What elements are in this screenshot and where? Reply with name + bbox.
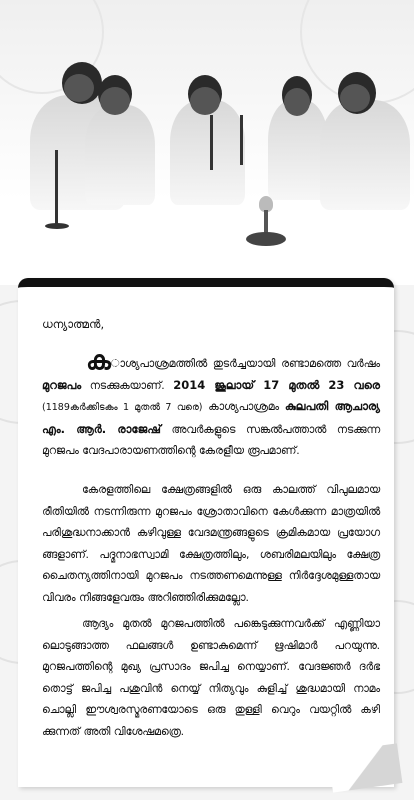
priest-figure xyxy=(85,105,155,205)
paragraph-2: കേരളത്തിലെ ക്ഷേത്രങ്ങളിൽ ഒരു കാലത്ത് വിപുലമായ രീതിയിൽ നടന്നിരുന്ന മുറജപം ശ്രോതാവിനെ കേൾക്കുന്ന മാത്രയിൽ പരിശുദ്ധനാക്കാൻ കഴിവുള്ള വേദമന്ത്രങ്ങളുടെ ക്രമികമായ പ്രയോഗ ങ്ങളാണ്. പദ്മനാഭസ്വാമി ക്ഷേത്രത്തിലും, ശബരിമലയിലും ക്ഷേത്ര ചൈതന്യത്തിനായി മുറജപം നടത്തണമെന്നുള്ള നിർദ്ദേശമുള്ളതായ വിവരം നിങ്ങളേവരും അറിഞ്ഞിരിക്കുമല്ലോ. xyxy=(42,483,380,604)
microphone-stand xyxy=(55,150,58,225)
para1-text2: നടക്കുകയാണ്. xyxy=(89,378,165,392)
priest-head xyxy=(338,72,376,114)
letter-card xyxy=(18,278,394,787)
paragraph-3: ആദ്യം മുതൽ മുറജപത്തിൽ പങ്കെടുക്കുന്നവർക്ക് എണ്ണിയാ ലൊടുങ്ങാത്ത ഫലങ്ങൾ ഉണ്ടാകുമെന്ന് ഋഷിമാർ പറയുന്നു. മുറജപത്തിന്റെ മുഖ്യ പ്രസാദം ജപിച്ച നെയ്യാണ്. വേദജ്ഞർ ദർഭ തൊട്ട് ജപിച്ച പശുവിൻ നെയ്യ് നിത്യവും കുളിച്ച് ശുദ്ധമായി നാമം ചൊല്ലി ഈശ്വരസ്മരണയോടെ ഒരു തുള്ളി വെറും വയറ്റിൽ കഴി ക്കുന്നത് അതി വിശേഷമത്രെ. xyxy=(42,617,380,738)
paragraph-1 xyxy=(42,346,381,462)
drop-cap: ക xyxy=(86,346,111,376)
para1-bold-murajapam: മുറജപം xyxy=(42,377,82,392)
microphone-stand xyxy=(240,115,243,165)
para1-small-dates: (1189കർക്കിടകം 1 മുതൽ 7 വരെ) xyxy=(42,402,203,413)
microphone-stand xyxy=(210,115,213,170)
para1-text3: കാശ്യപാശ്രമം xyxy=(208,400,280,413)
para1-bold-acharya: കുലപതി ആചാര്യ xyxy=(284,399,381,413)
priest-head xyxy=(62,62,102,104)
para1-text1: ാശ്യപാശ്രമത്തിൽ തുടർച്ചയായി രണ്ടാമത്തെ വർഷം xyxy=(110,357,380,370)
para1-bold-name: എം. ആർ. രാജേഷ് xyxy=(42,421,161,436)
priest-head xyxy=(188,75,222,113)
priest-head xyxy=(282,76,312,114)
greeting: ധന്യാത്മൻ, xyxy=(42,317,105,331)
microphone-base xyxy=(45,223,69,229)
lamp-stem xyxy=(264,210,268,234)
header-photo xyxy=(0,0,414,285)
para1-bold-dates: 2014 ജൂലായ് 17 മുതൽ 23 വരെ xyxy=(173,377,381,392)
priest-figure xyxy=(320,100,410,210)
priest-head xyxy=(98,75,132,113)
priest-figure xyxy=(170,100,245,205)
para1-text4: അവർകളുടെ സങ്കൽപത്താൽ നടക്കുന്ന മുറജപം വേദപാരായണത്തിന്റെ കേരളീയ രൂപമാണ്. xyxy=(42,422,380,457)
oil-lamp xyxy=(246,232,286,246)
